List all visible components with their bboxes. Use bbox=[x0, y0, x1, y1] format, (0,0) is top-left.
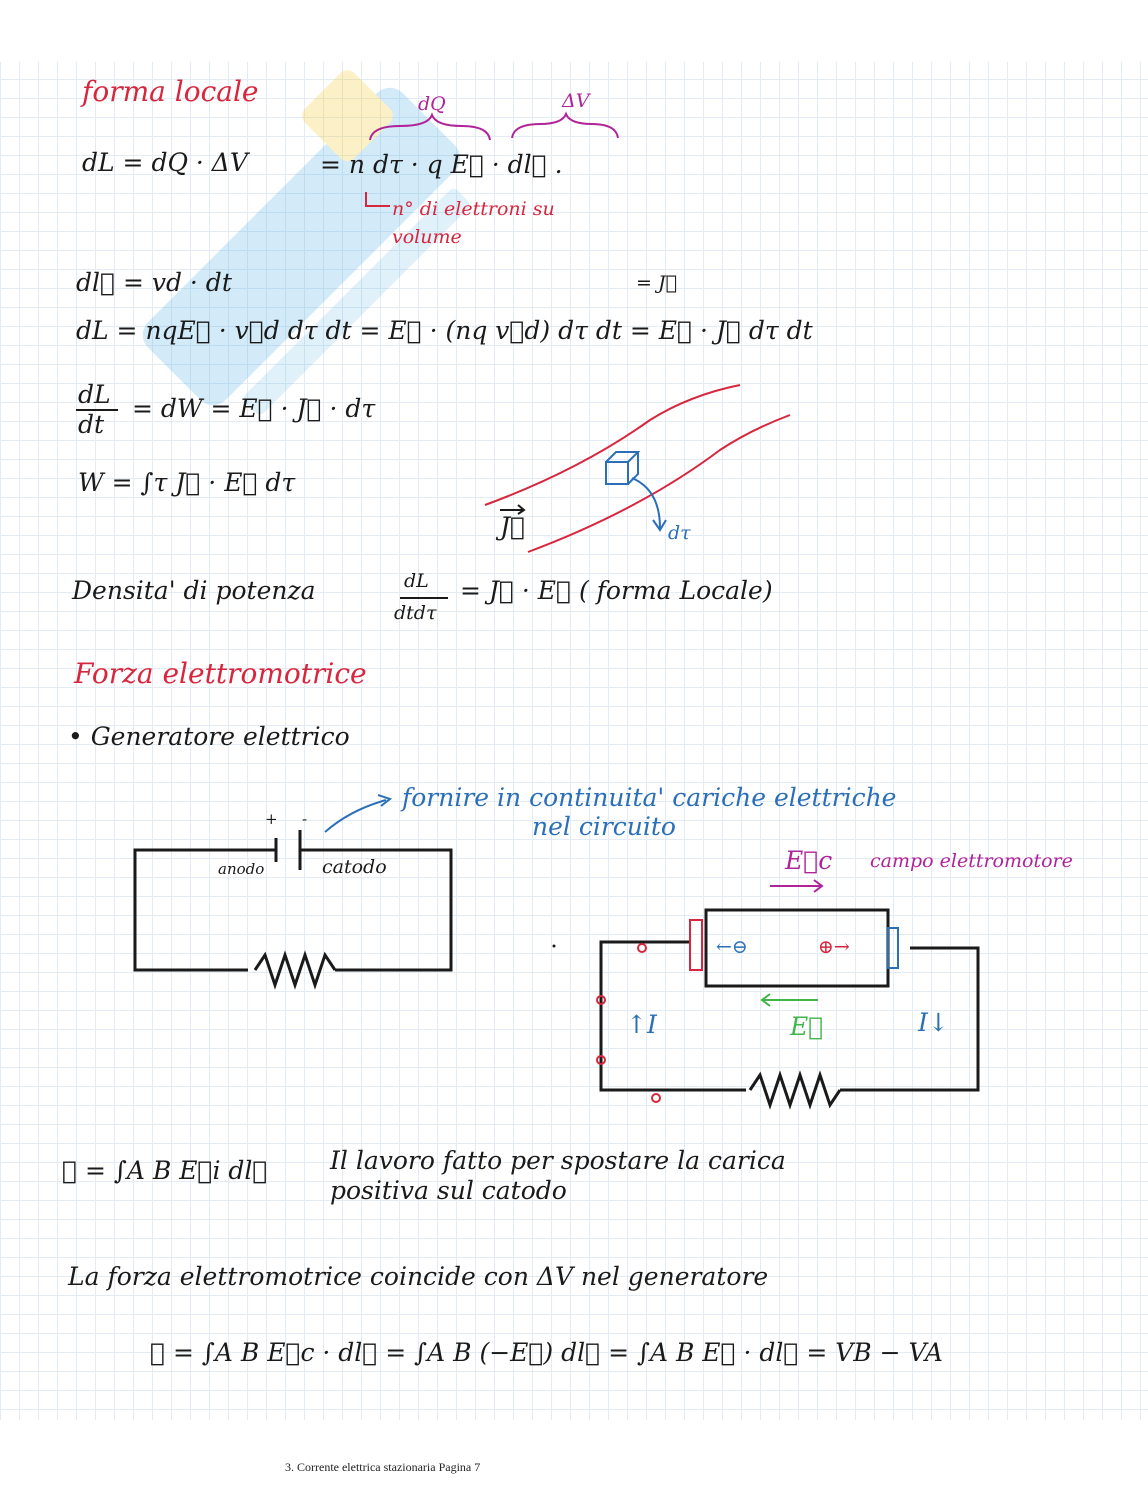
heading-fem: Forza elettromotrice bbox=[74, 657, 367, 690]
eq6: ℰ = ∫A B E⃗i dl⃗ bbox=[62, 1156, 268, 1185]
label-dQ: dQ bbox=[418, 93, 446, 115]
circuit1-anodo: anodo bbox=[218, 860, 265, 878]
densita-rhs: = J⃗ · E⃗ ( forma Locale) bbox=[460, 576, 773, 605]
circuit2-label-I-right: I↓ bbox=[918, 1008, 949, 1037]
circuit1-plus: + bbox=[265, 810, 278, 828]
eq1-rhs: = n dτ · q E⃗ · dl⃗ . bbox=[320, 150, 563, 179]
circuit2-minus-charge: ←⊖ bbox=[716, 936, 748, 958]
densita-frac-den: dtdτ bbox=[394, 602, 437, 624]
fig1-label-J: J⃗ bbox=[500, 512, 526, 541]
circuit1-catodo: catodo bbox=[322, 856, 387, 878]
eq1-note-line2: volume bbox=[392, 226, 462, 248]
circuit2-label-E: E⃗ bbox=[790, 1012, 824, 1041]
densita-frac-num: dL bbox=[404, 570, 429, 592]
circuit2-label-Ec: E⃗c bbox=[785, 846, 833, 875]
note-fornire-line1: fornire in continuita' cariche elettriche bbox=[402, 783, 897, 812]
eq4-frac-num: dL bbox=[78, 380, 111, 409]
eq3-label-J: = J⃗ bbox=[636, 272, 677, 294]
eq4: = dW = E⃗ · J⃗ · dτ bbox=[132, 394, 376, 423]
circuit1-minus: - bbox=[302, 810, 308, 828]
circuit2-label-campo: campo elettromotore bbox=[870, 850, 1073, 872]
eq7: ℰ = ∫A B E⃗c · dl⃗ = ∫A B (−E⃗) dl⃗ = ∫A B E⃗ · dl⃗ = VB − VA bbox=[150, 1338, 943, 1367]
circuit2-label-I-left: ↑I bbox=[626, 1010, 657, 1039]
heading-forma-locale: forma locale bbox=[82, 75, 259, 108]
eq6-desc-line2: positiva sul catodo bbox=[330, 1176, 567, 1205]
eq1-lhs: dL = dQ · ΔV bbox=[82, 148, 248, 177]
page-bottom-margin bbox=[0, 1420, 1148, 1485]
eq5: W = ∫τ J⃗ · E⃗ dτ bbox=[78, 468, 296, 497]
eq1-note-line1: n° di elettroni su bbox=[392, 198, 555, 220]
eq6-desc-line1: Il lavoro fatto per spostare la carica bbox=[330, 1146, 786, 1175]
eq3: dL = nqE⃗ · v⃗d dτ dt = E⃗ · (nq v⃗d) dτ dt = E⃗ · J⃗ dτ dt bbox=[76, 316, 813, 345]
statement: La forza elettromotrice coincide con ΔV nel generatore bbox=[68, 1262, 769, 1291]
page-footer: 3. Corrente elettrica stazionaria Pagina 7 bbox=[285, 1460, 481, 1474]
bullet-generatore: • Generatore elettrico bbox=[68, 722, 350, 751]
circuit2-plus-charge: ⊕→ bbox=[818, 936, 850, 958]
eq2: dl⃗ = vd · dt bbox=[76, 268, 232, 297]
densita-text: Densita' di potenza bbox=[72, 576, 316, 605]
note-fornire-line2: nel circuito bbox=[532, 812, 676, 841]
eq4-frac-den: dt bbox=[78, 410, 105, 439]
fig1-label-dtau: dτ bbox=[668, 522, 691, 544]
label-dV: ΔV bbox=[562, 90, 590, 112]
